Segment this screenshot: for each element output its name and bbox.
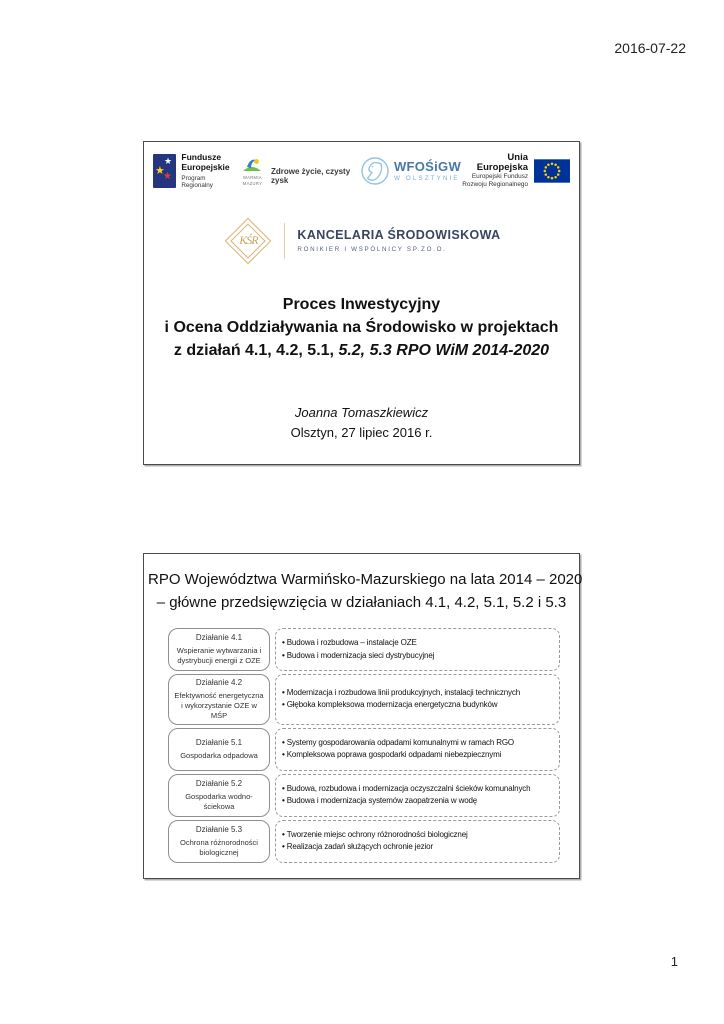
- eu-flag-icon: [534, 158, 570, 184]
- dzialanie-bullets-box: [275, 674, 560, 725]
- bullet-item: • Budowa i modernizacja sieci dystrybucyjnej: [282, 650, 434, 662]
- kancelaria-divider: [284, 223, 285, 259]
- fe-subtitle: Program Regionalny: [181, 174, 213, 189]
- dzialanie-label-box: [168, 728, 270, 771]
- slide-2-rpo-overview: [143, 553, 583, 879]
- dzialanie-label-box: [168, 774, 270, 817]
- kancelaria-diamond-icon: [222, 215, 274, 267]
- star-icon: ★: [163, 171, 172, 182]
- dzialanie-desc: Gospodarka wodno-ściekowa: [185, 792, 253, 811]
- dzialanie-label-box: [168, 820, 270, 863]
- fe-logo-text: [181, 153, 233, 189]
- slide1-title: [150, 293, 573, 363]
- bullet-item: • Systemy gospodarowania odpadami komunalnymi w ramach RGO: [282, 737, 514, 749]
- kancelaria-logo: [144, 210, 579, 272]
- bullet-item: • Realizacja zadań służących ochronie jezior: [282, 841, 468, 853]
- bullet-item: • Głęboka kompleksowa modernizacja energetyczna budynków: [282, 699, 520, 711]
- dzialanie-bullets-box: [275, 728, 560, 771]
- bullet-item: • Budowa i rozbudowa – instalacje OZE: [282, 637, 434, 649]
- logo-fundusze-europejskie: [153, 153, 233, 189]
- bullet-item: • Kompleksowa poprawa gospodarki odpadami niebezpiecznymi: [282, 749, 514, 761]
- logo-wfosigw: [360, 156, 461, 186]
- dzialania-rows: [168, 628, 560, 863]
- warmia-logo-icon: [241, 156, 263, 175]
- slide2-title-line2: – główne przedsięwzięcia w działaniach 4.1, 4.2, 5.1, 5.2 i 5.3: [156, 593, 567, 611]
- slide2-title-line1: RPO Województwa Warmińsko-Mazurskiego na lata 2014 – 2020: [148, 571, 583, 588]
- bullet-item: • Budowa i modernizacja systemów zaopatrzenia w wodę: [282, 795, 530, 807]
- logos-strip: [153, 149, 570, 193]
- star-icon: ★: [155, 164, 165, 177]
- slide1-author-block: [144, 403, 579, 442]
- slide1-title-line3: [150, 339, 573, 362]
- fe-title-line2: Europejskie: [181, 162, 230, 172]
- dzialanie-bullets: [282, 687, 520, 712]
- wfosigw-subtitle: W OLSZTYNIE: [393, 175, 460, 182]
- kancelaria-name: KANCELARIA ŚRODOWISKOWA: [297, 227, 501, 242]
- dzialanie-label: Działanie 4.2: [195, 678, 243, 687]
- bullet-item: • Budowa, rozbudowa i modernizacja oczyszczalni ścieków komunalnych: [282, 783, 530, 795]
- ue-title: Unia Europejska: [476, 151, 529, 173]
- dzialanie-row: [168, 674, 560, 725]
- dzialanie-bullets-box: [275, 628, 560, 671]
- kancelaria-subtitle: RONIKIER I WSPÓLNICY SP.ZO.O.: [297, 246, 447, 254]
- warmia-tagline: Zdrowe życie, czysty zysk: [271, 167, 351, 185]
- logo-unia-europejska: [461, 153, 570, 190]
- slide-1-title-slide: [143, 141, 580, 465]
- dzialanie-label-box: [168, 628, 270, 671]
- pelican-icon: [360, 156, 390, 186]
- dzialanie-bullets-box: [275, 774, 560, 817]
- dzialanie-row: [168, 628, 560, 671]
- dzialanie-row: [168, 774, 560, 817]
- kancelaria-monogram: KŚR: [239, 233, 258, 248]
- dzialanie-desc: Efektywność energetyczna i wykorzystanie OZE w MŚP: [174, 691, 264, 720]
- fe-flag-icon: [153, 154, 176, 188]
- slide2-title: [148, 569, 583, 614]
- slide1-title-line1: Proces Inwestycyjny: [282, 296, 441, 313]
- dzialanie-desc: Ochrona różnorodności biologicznej: [180, 838, 258, 857]
- place-and-date: Olsztyn, 27 lipiec 2016 r.: [290, 424, 433, 440]
- kancelaria-text: [297, 229, 500, 254]
- fe-title-line1: Fundusze: [181, 152, 222, 163]
- slide1-title-line2: i Ocena Oddziaływania na Środowisko w projektach: [164, 319, 559, 337]
- star-icon: ★: [164, 157, 173, 167]
- dzialanie-bullets: [282, 737, 514, 762]
- warmia-logo-icon-wrap: [239, 156, 266, 185]
- dzialanie-bullets-box: [275, 820, 560, 863]
- dzialanie-label: Działanie 4.1: [195, 633, 243, 643]
- ue-subtitle-2: Rozwoju Regionalnego: [462, 181, 529, 189]
- bullet-item: • Tworzenie miejsc ochrony różnorodności biologicznej: [282, 829, 468, 841]
- warmia-caption: WARMIA MAZURY: [242, 175, 263, 186]
- dzialanie-bullets: [282, 783, 530, 808]
- dzialanie-label: Działanie 5.1: [195, 737, 243, 747]
- page-number: 1: [670, 954, 678, 969]
- slide1-title-line3-regular: z działań 4.1, 4.2, 5.1,: [173, 342, 339, 360]
- wfosigw-logo-text: [394, 160, 461, 182]
- page-date: 2016-07-22: [614, 40, 686, 56]
- dzialanie-row: [168, 728, 560, 771]
- dzialanie-desc: Gospodarka odpadowa: [180, 750, 258, 760]
- dzialanie-desc: Wspieranie wytwarzania i dystrybucji energii z OZE: [176, 646, 262, 666]
- dzialanie-label-box: [168, 674, 270, 725]
- ue-logo-text: [461, 153, 528, 190]
- wfosigw-name: WFOŚiGW: [393, 159, 462, 174]
- dzialanie-label: Działanie 5.3: [195, 824, 243, 834]
- slide1-title-line3-italic: 5.2, 5.3 RPO WiM 2014-2020: [338, 342, 550, 360]
- author-name: Joanna Tomaszkiewicz: [294, 405, 429, 420]
- dzialanie-label: Działanie 5.2: [195, 778, 243, 788]
- dzialanie-row: [168, 820, 560, 863]
- dzialanie-bullets: [282, 829, 468, 854]
- logo-warmia-mazury: [239, 156, 360, 185]
- bullet-item: • Modernizacja i rozbudowa linii produkcyjnych, instalacji technicznych: [282, 687, 520, 699]
- ue-subtitle-1: Europejski Fundusz: [471, 173, 529, 181]
- dzialanie-bullets: [282, 637, 434, 662]
